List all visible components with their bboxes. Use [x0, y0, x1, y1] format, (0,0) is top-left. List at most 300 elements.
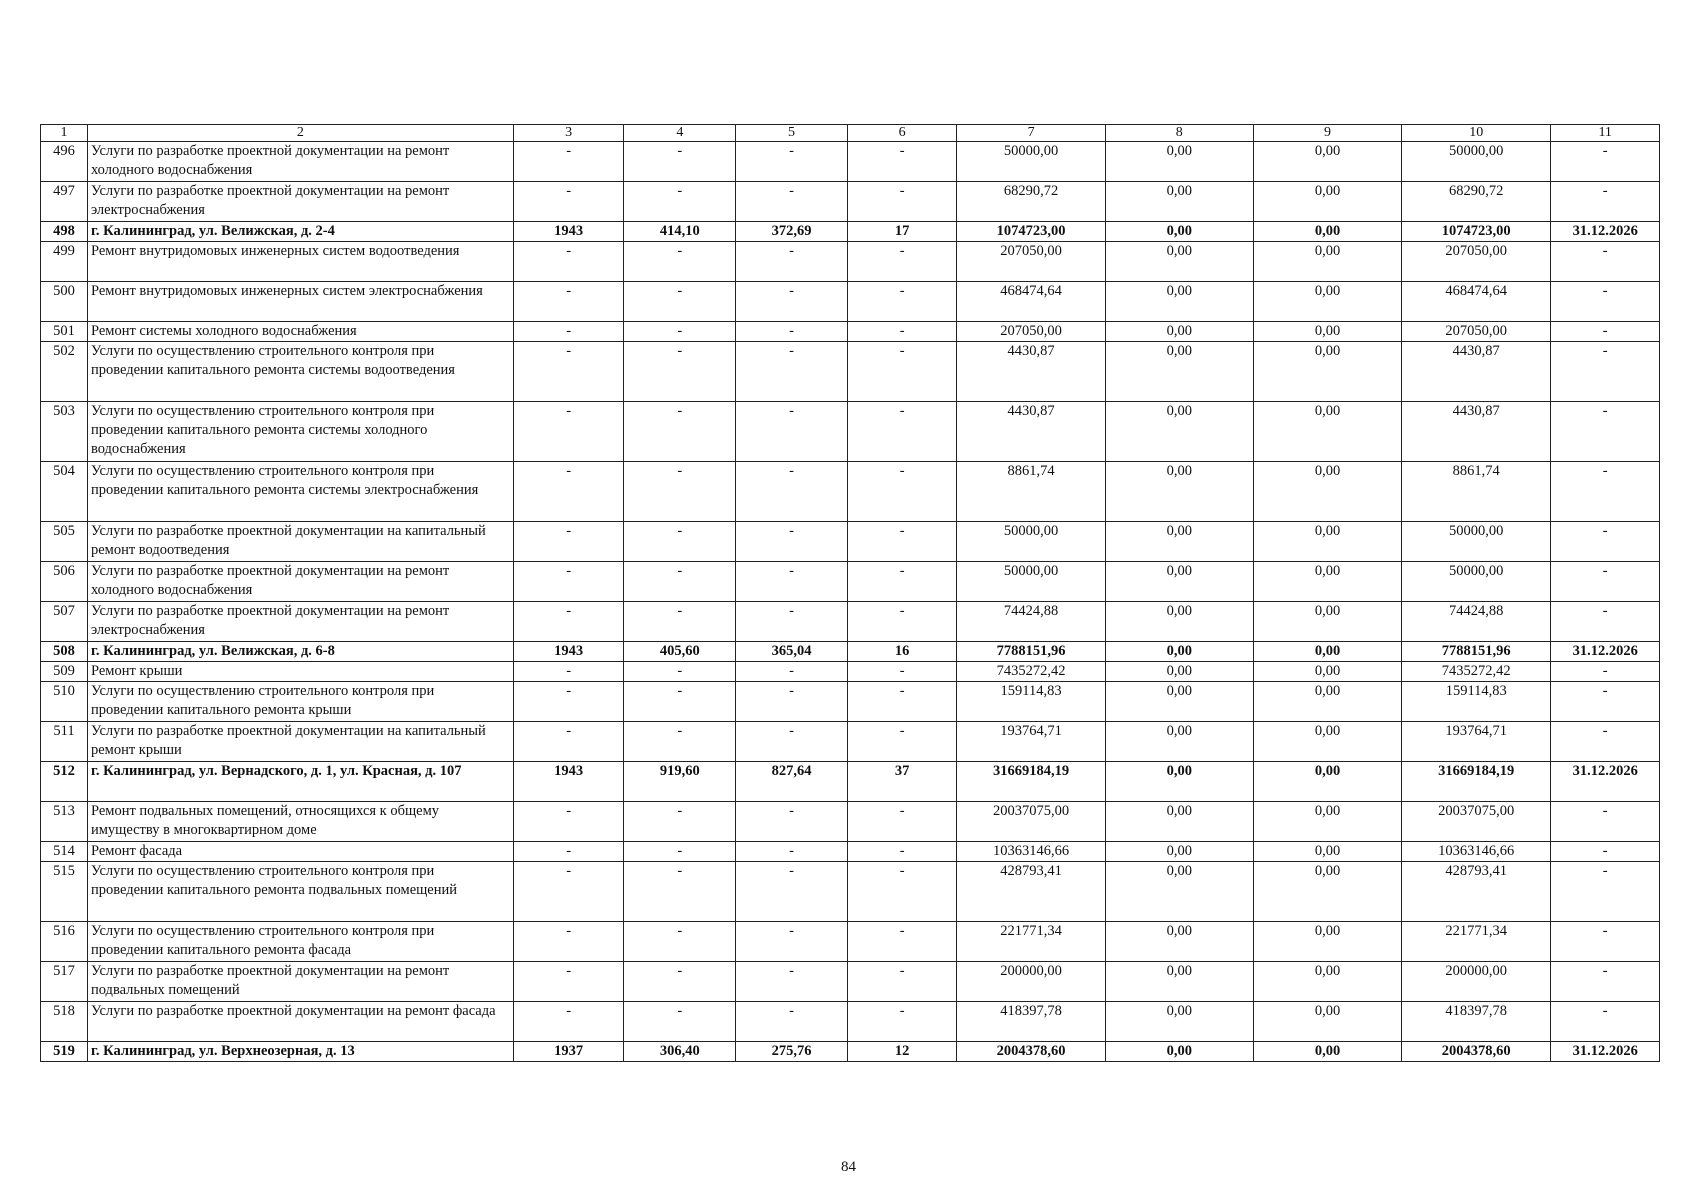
area-living-cell: 365,04 [736, 642, 848, 662]
cost-col8-cell: 0,00 [1105, 282, 1253, 322]
residents-cell: 17 [847, 222, 957, 242]
residents-cell: - [847, 402, 957, 462]
area-total-cell: - [624, 402, 736, 462]
table-row [41, 682, 1660, 722]
table-row [41, 802, 1660, 842]
deadline-cell: - [1551, 842, 1660, 862]
cost-col9-cell: 0,00 [1253, 282, 1401, 322]
deadline-cell: 31.12.2026 [1551, 1042, 1660, 1062]
address-row [41, 762, 1660, 802]
area-total-cell: - [624, 602, 736, 642]
cost-col9-cell: 0,00 [1253, 862, 1401, 922]
cost-col9-cell: 0,00 [1253, 1042, 1401, 1062]
residents-cell: - [847, 562, 957, 602]
area-total-cell: - [624, 142, 736, 182]
work-name-cell: Ремонт системы холодного водоснабжения [87, 322, 513, 342]
residents-cell: - [847, 602, 957, 642]
work-name-cell: Услуги по разработке проектной документации на капитальный ремонт крыши [87, 722, 513, 762]
residents-cell: - [847, 142, 957, 182]
table-row [41, 562, 1660, 602]
cost-col9-cell: 0,00 [1253, 182, 1401, 222]
cost-total-cell: 207050,00 [957, 322, 1105, 342]
residents-cell: - [847, 522, 957, 562]
cost-col9-cell: 0,00 [1253, 762, 1401, 802]
table-row [41, 282, 1660, 322]
column-header: 7 [957, 125, 1105, 142]
area-total-cell: - [624, 922, 736, 962]
row-number-cell: 497 [41, 182, 88, 222]
year-cell: - [513, 722, 624, 762]
cost-col10-cell: 2004378,60 [1402, 1042, 1551, 1062]
residents-cell: - [847, 802, 957, 842]
cost-total-cell: 207050,00 [957, 242, 1105, 282]
area-living-cell: - [736, 142, 848, 182]
page-number: 84 [841, 1159, 856, 1175]
year-cell: - [513, 802, 624, 842]
area-living-cell: - [736, 342, 848, 402]
cost-total-cell: 428793,41 [957, 862, 1105, 922]
cost-col8-cell: 0,00 [1105, 842, 1253, 862]
cost-total-cell: 4430,87 [957, 402, 1105, 462]
row-number-cell: 499 [41, 242, 88, 282]
cost-total-cell: 1074723,00 [957, 222, 1105, 242]
row-number-cell: 514 [41, 842, 88, 862]
cost-total-cell: 31669184,19 [957, 762, 1105, 802]
cost-col8-cell: 0,00 [1105, 1002, 1253, 1042]
work-name-cell: Ремонт внутридомовых инженерных систем водоотведения [87, 242, 513, 282]
deadline-cell: - [1551, 182, 1660, 222]
area-living-cell: - [736, 522, 848, 562]
cost-col9-cell: 0,00 [1253, 322, 1401, 342]
cost-total-cell: 7788151,96 [957, 642, 1105, 662]
column-header: 4 [624, 125, 736, 142]
year-cell: - [513, 682, 624, 722]
column-header: 10 [1402, 125, 1551, 142]
table-row [41, 142, 1660, 182]
cost-col9-cell: 0,00 [1253, 802, 1401, 842]
cost-total-cell: 468474,64 [957, 282, 1105, 322]
area-total-cell: - [624, 842, 736, 862]
area-total-cell: - [624, 522, 736, 562]
cost-col9-cell: 0,00 [1253, 662, 1401, 682]
area-total-cell: 405,60 [624, 642, 736, 662]
deadline-cell: - [1551, 602, 1660, 642]
deadline-cell: - [1551, 322, 1660, 342]
area-living-cell: - [736, 1002, 848, 1042]
year-cell: - [513, 462, 624, 522]
area-total-cell: - [624, 322, 736, 342]
area-living-cell: 275,76 [736, 1042, 848, 1062]
cost-total-cell: 68290,72 [957, 182, 1105, 222]
cost-total-cell: 20037075,00 [957, 802, 1105, 842]
row-number-cell: 515 [41, 862, 88, 922]
table-row [41, 1002, 1660, 1042]
work-name-cell: Услуги по разработке проектной документации на ремонт подвальных помещений [87, 962, 513, 1002]
cost-col9-cell: 0,00 [1253, 242, 1401, 282]
row-number-cell: 513 [41, 802, 88, 842]
work-name-cell: Ремонт подвальных помещений, относящихся к общему имуществу в многоквартирном доме [87, 802, 513, 842]
table-row [41, 842, 1660, 862]
area-total-cell: - [624, 802, 736, 842]
column-header: 2 [87, 125, 513, 142]
year-cell: - [513, 662, 624, 682]
deadline-cell: - [1551, 142, 1660, 182]
residents-cell: 12 [847, 1042, 957, 1062]
cost-total-cell: 221771,34 [957, 922, 1105, 962]
column-header: 1 [41, 125, 88, 142]
area-living-cell: - [736, 282, 848, 322]
area-total-cell: - [624, 562, 736, 602]
cost-total-cell: 159114,83 [957, 682, 1105, 722]
cost-col10-cell: 221771,34 [1402, 922, 1551, 962]
cost-col8-cell: 0,00 [1105, 522, 1253, 562]
deadline-cell: - [1551, 242, 1660, 282]
area-living-cell: - [736, 242, 848, 282]
year-cell: - [513, 142, 624, 182]
row-number-cell: 505 [41, 522, 88, 562]
year-cell: - [513, 342, 624, 402]
cost-col9-cell: 0,00 [1253, 962, 1401, 1002]
area-total-cell: 919,60 [624, 762, 736, 802]
cost-col10-cell: 50000,00 [1402, 142, 1551, 182]
area-living-cell: 372,69 [736, 222, 848, 242]
cost-col9-cell: 0,00 [1253, 142, 1401, 182]
cost-col10-cell: 207050,00 [1402, 242, 1551, 282]
cost-col8-cell: 0,00 [1105, 722, 1253, 762]
row-number-cell: 496 [41, 142, 88, 182]
cost-col9-cell: 0,00 [1253, 522, 1401, 562]
deadline-cell: - [1551, 722, 1660, 762]
area-total-cell: - [624, 282, 736, 322]
year-cell: - [513, 282, 624, 322]
residents-cell: - [847, 922, 957, 962]
cost-col8-cell: 0,00 [1105, 962, 1253, 1002]
row-number-cell: 510 [41, 682, 88, 722]
cost-col10-cell: 7788151,96 [1402, 642, 1551, 662]
cost-col10-cell: 50000,00 [1402, 522, 1551, 562]
year-cell: - [513, 602, 624, 642]
work-name-cell: г. Калининград, ул. Велижская, д. 6-8 [87, 642, 513, 662]
work-name-cell: Услуги по осуществлению строительного контроля при проведении капитального ремонта подвальных помещений [87, 862, 513, 922]
work-name-cell: Услуги по разработке проектной документации на ремонт холодного водоснабжения [87, 562, 513, 602]
work-name-cell: Услуги по разработке проектной документации на капитальный ремонт водоотведения [87, 522, 513, 562]
table-row [41, 662, 1660, 682]
residents-cell: 37 [847, 762, 957, 802]
area-total-cell: - [624, 462, 736, 522]
row-number-cell: 498 [41, 222, 88, 242]
row-number-cell: 512 [41, 762, 88, 802]
cost-col9-cell: 0,00 [1253, 222, 1401, 242]
cost-col9-cell: 0,00 [1253, 402, 1401, 462]
deadline-cell: - [1551, 1002, 1660, 1042]
work-name-cell: Ремонт крыши [87, 662, 513, 682]
residents-cell: - [847, 342, 957, 402]
cost-total-cell: 200000,00 [957, 962, 1105, 1002]
row-number-cell: 516 [41, 922, 88, 962]
deadline-cell: 31.12.2026 [1551, 762, 1660, 802]
column-header: 5 [736, 125, 848, 142]
table-row [41, 522, 1660, 562]
area-total-cell: - [624, 1002, 736, 1042]
table-row [41, 402, 1660, 462]
table-row [41, 342, 1660, 402]
cost-col8-cell: 0,00 [1105, 682, 1253, 722]
cost-col8-cell: 0,00 [1105, 642, 1253, 662]
area-total-cell: - [624, 182, 736, 222]
deadline-cell: - [1551, 562, 1660, 602]
deadline-cell: - [1551, 462, 1660, 522]
row-number-cell: 511 [41, 722, 88, 762]
residents-cell: - [847, 242, 957, 282]
cost-total-cell: 10363146,66 [957, 842, 1105, 862]
cost-col10-cell: 8861,74 [1402, 462, 1551, 522]
deadline-cell: - [1551, 402, 1660, 462]
column-header: 9 [1253, 125, 1401, 142]
cost-col8-cell: 0,00 [1105, 602, 1253, 642]
area-total-cell: 414,10 [624, 222, 736, 242]
residents-cell: - [847, 682, 957, 722]
cost-col10-cell: 68290,72 [1402, 182, 1551, 222]
row-number-cell: 503 [41, 402, 88, 462]
year-cell: 1943 [513, 642, 624, 662]
residents-cell: - [847, 962, 957, 1002]
row-number-cell: 507 [41, 602, 88, 642]
table-row [41, 602, 1660, 642]
area-living-cell: - [736, 962, 848, 1002]
deadline-cell: - [1551, 342, 1660, 402]
cost-col9-cell: 0,00 [1253, 1002, 1401, 1042]
area-living-cell: - [736, 402, 848, 462]
deadline-cell: 31.12.2026 [1551, 642, 1660, 662]
year-cell: 1943 [513, 762, 624, 802]
residents-cell: - [847, 842, 957, 862]
year-cell: - [513, 922, 624, 962]
row-number-cell: 502 [41, 342, 88, 402]
deadline-cell: - [1551, 862, 1660, 922]
deadline-cell: - [1551, 962, 1660, 1002]
area-living-cell: 827,64 [736, 762, 848, 802]
area-total-cell: - [624, 962, 736, 1002]
cost-col10-cell: 159114,83 [1402, 682, 1551, 722]
table-row [41, 922, 1660, 962]
cost-col8-cell: 0,00 [1105, 322, 1253, 342]
table-row [41, 722, 1660, 762]
cost-col8-cell: 0,00 [1105, 342, 1253, 402]
area-living-cell: - [736, 922, 848, 962]
cost-col8-cell: 0,00 [1105, 222, 1253, 242]
cost-col8-cell: 0,00 [1105, 182, 1253, 222]
address-row [41, 222, 1660, 242]
cost-col9-cell: 0,00 [1253, 602, 1401, 642]
deadline-cell: - [1551, 802, 1660, 842]
year-cell: - [513, 402, 624, 462]
year-cell: - [513, 962, 624, 1002]
table-row [41, 242, 1660, 282]
area-living-cell: - [736, 682, 848, 722]
year-cell: 1943 [513, 222, 624, 242]
table-row [41, 462, 1660, 522]
cost-col9-cell: 0,00 [1253, 922, 1401, 962]
area-total-cell: - [624, 342, 736, 402]
work-name-cell: Услуги по разработке проектной документации на ремонт электроснабжения [87, 182, 513, 222]
area-total-cell: 306,40 [624, 1042, 736, 1062]
residents-cell: - [847, 722, 957, 762]
cost-total-cell: 50000,00 [957, 142, 1105, 182]
area-living-cell: - [736, 562, 848, 602]
cost-col8-cell: 0,00 [1105, 142, 1253, 182]
area-total-cell: - [624, 722, 736, 762]
cost-col10-cell: 428793,41 [1402, 862, 1551, 922]
work-name-cell: Услуги по осуществлению строительного контроля при проведении капитального ремонта фасада [87, 922, 513, 962]
work-name-cell: Услуги по осуществлению строительного контроля при проведении капитального ремонта системы электроснабжения [87, 462, 513, 522]
table-row [41, 962, 1660, 1002]
address-row [41, 642, 1660, 662]
cost-col9-cell: 0,00 [1253, 842, 1401, 862]
row-number-cell: 500 [41, 282, 88, 322]
area-total-cell: - [624, 242, 736, 282]
cost-col8-cell: 0,00 [1105, 1042, 1253, 1062]
cost-col8-cell: 0,00 [1105, 562, 1253, 602]
area-living-cell: - [736, 862, 848, 922]
cost-col10-cell: 50000,00 [1402, 562, 1551, 602]
row-number-cell: 508 [41, 642, 88, 662]
area-living-cell: - [736, 842, 848, 862]
work-name-cell: Услуги по разработке проектной документации на ремонт фасада [87, 1002, 513, 1042]
deadline-cell: - [1551, 922, 1660, 962]
cost-total-cell: 8861,74 [957, 462, 1105, 522]
table-row [41, 182, 1660, 222]
residents-cell: - [847, 862, 957, 922]
cost-col8-cell: 0,00 [1105, 762, 1253, 802]
cost-col10-cell: 200000,00 [1402, 962, 1551, 1002]
cost-col10-cell: 4430,87 [1402, 402, 1551, 462]
cost-col10-cell: 1074723,00 [1402, 222, 1551, 242]
year-cell: - [513, 242, 624, 282]
cost-col10-cell: 31669184,19 [1402, 762, 1551, 802]
year-cell: - [513, 562, 624, 602]
table-body [41, 142, 1660, 1062]
year-cell: - [513, 1002, 624, 1042]
cost-total-cell: 418397,78 [957, 1002, 1105, 1042]
work-name-cell: Услуги по разработке проектной документации на ремонт электроснабжения [87, 602, 513, 642]
work-name-cell: г. Калининград, ул. Вернадского, д. 1, ул. Красная, д. 107 [87, 762, 513, 802]
row-number-cell: 506 [41, 562, 88, 602]
residents-cell: - [847, 182, 957, 222]
cost-total-cell: 50000,00 [957, 522, 1105, 562]
deadline-cell: 31.12.2026 [1551, 222, 1660, 242]
table-row [41, 862, 1660, 922]
cost-col10-cell: 20037075,00 [1402, 802, 1551, 842]
deadline-cell: - [1551, 282, 1660, 322]
row-number-cell: 519 [41, 1042, 88, 1062]
cost-col9-cell: 0,00 [1253, 342, 1401, 402]
cost-col10-cell: 468474,64 [1402, 282, 1551, 322]
residents-cell: 16 [847, 642, 957, 662]
area-total-cell: - [624, 862, 736, 922]
residents-cell: - [847, 1002, 957, 1042]
area-living-cell: - [736, 182, 848, 222]
cost-total-cell: 7435272,42 [957, 662, 1105, 682]
row-number-cell: 509 [41, 662, 88, 682]
residents-cell: - [847, 462, 957, 522]
cost-col8-cell: 0,00 [1105, 242, 1253, 282]
column-header: 11 [1551, 125, 1660, 142]
area-living-cell: - [736, 722, 848, 762]
year-cell: - [513, 522, 624, 562]
row-number-cell: 518 [41, 1002, 88, 1042]
year-cell: - [513, 322, 624, 342]
column-header: 3 [513, 125, 624, 142]
cost-col10-cell: 207050,00 [1402, 322, 1551, 342]
cost-col10-cell: 7435272,42 [1402, 662, 1551, 682]
area-living-cell: - [736, 322, 848, 342]
area-living-cell: - [736, 662, 848, 682]
cost-col9-cell: 0,00 [1253, 462, 1401, 522]
area-living-cell: - [736, 802, 848, 842]
repair-program-table [40, 124, 1660, 1062]
residents-cell: - [847, 662, 957, 682]
deadline-cell: - [1551, 662, 1660, 682]
cost-col8-cell: 0,00 [1105, 402, 1253, 462]
row-number-cell: 501 [41, 322, 88, 342]
cost-total-cell: 50000,00 [957, 562, 1105, 602]
residents-cell: - [847, 282, 957, 322]
cost-col8-cell: 0,00 [1105, 662, 1253, 682]
year-cell: - [513, 182, 624, 222]
table-header-row [41, 125, 1660, 142]
cost-col10-cell: 4430,87 [1402, 342, 1551, 402]
table-row [41, 322, 1660, 342]
cost-total-cell: 4430,87 [957, 342, 1105, 402]
column-header: 6 [847, 125, 957, 142]
cost-col10-cell: 418397,78 [1402, 1002, 1551, 1042]
work-name-cell: г. Калининград, ул. Верхнеозерная, д. 13 [87, 1042, 513, 1062]
deadline-cell: - [1551, 522, 1660, 562]
cost-col9-cell: 0,00 [1253, 682, 1401, 722]
cost-col9-cell: 0,00 [1253, 562, 1401, 602]
address-row [41, 1042, 1660, 1062]
work-name-cell: Услуги по осуществлению строительного контроля при проведении капитального ремонта системы водоотведения [87, 342, 513, 402]
row-number-cell: 504 [41, 462, 88, 522]
deadline-cell: - [1551, 682, 1660, 722]
document-sheet [40, 124, 1660, 1062]
cost-col8-cell: 0,00 [1105, 802, 1253, 842]
work-name-cell: Ремонт фасада [87, 842, 513, 862]
area-total-cell: - [624, 682, 736, 722]
cost-col10-cell: 193764,71 [1402, 722, 1551, 762]
year-cell: - [513, 842, 624, 862]
cost-total-cell: 193764,71 [957, 722, 1105, 762]
work-name-cell: г. Калининград, ул. Велижская, д. 2-4 [87, 222, 513, 242]
cost-col8-cell: 0,00 [1105, 862, 1253, 922]
residents-cell: - [847, 322, 957, 342]
cost-col10-cell: 74424,88 [1402, 602, 1551, 642]
cost-col9-cell: 0,00 [1253, 722, 1401, 762]
area-living-cell: - [736, 602, 848, 642]
year-cell: - [513, 862, 624, 922]
cost-col9-cell: 0,00 [1253, 642, 1401, 662]
row-number-cell: 517 [41, 962, 88, 1002]
work-name-cell: Ремонт внутридомовых инженерных систем электроснабжения [87, 282, 513, 322]
work-name-cell: Услуги по осуществлению строительного контроля при проведении капитального ремонта крыши [87, 682, 513, 722]
work-name-cell: Услуги по разработке проектной документации на ремонт холодного водоснабжения [87, 142, 513, 182]
cost-total-cell: 74424,88 [957, 602, 1105, 642]
area-living-cell: - [736, 462, 848, 522]
cost-col8-cell: 0,00 [1105, 462, 1253, 522]
area-total-cell: - [624, 662, 736, 682]
cost-col8-cell: 0,00 [1105, 922, 1253, 962]
year-cell: 1937 [513, 1042, 624, 1062]
